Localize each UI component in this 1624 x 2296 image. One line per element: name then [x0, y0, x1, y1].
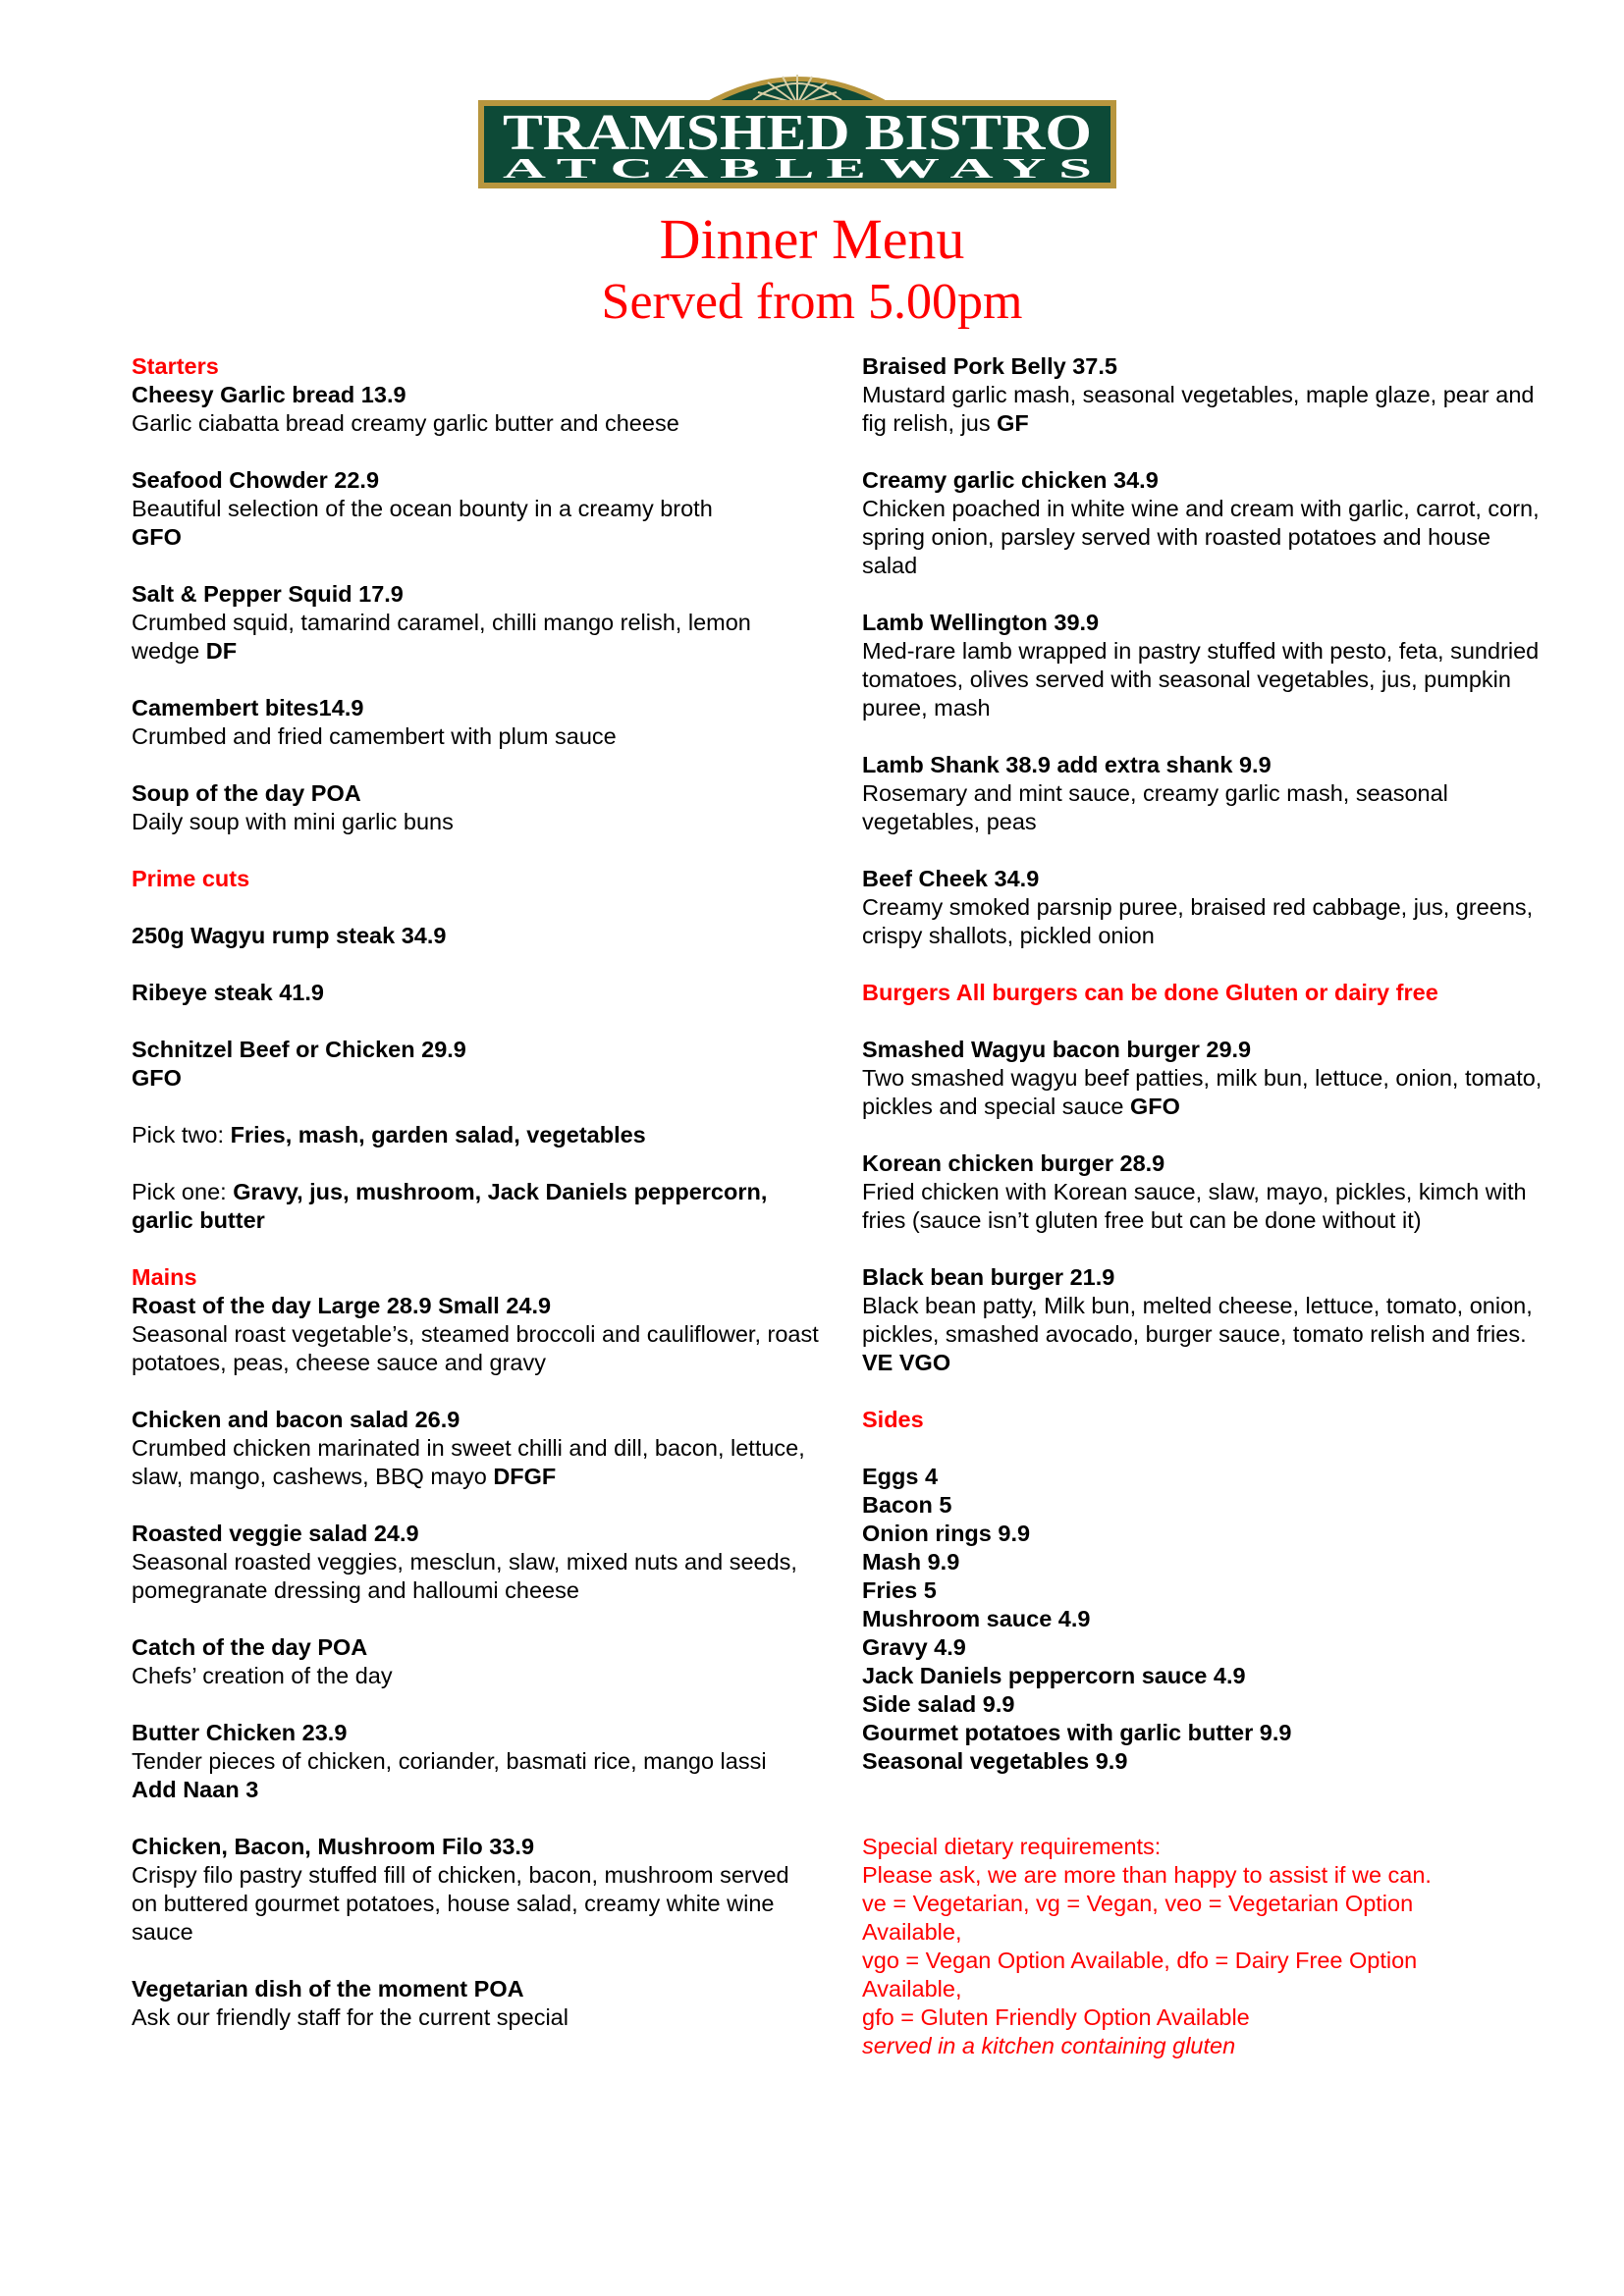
item-name: Black bean burger 21.9 — [862, 1264, 1115, 1290]
item-desc: Garlic ciabatta bread creamy garlic butter and cheese — [132, 410, 679, 436]
menu-item — [862, 609, 1549, 722]
restaurant-logo — [478, 61, 1116, 188]
menu-item — [862, 352, 1549, 438]
item-name: Roast of the day Large 28.9 Small 24.9 — [132, 1293, 552, 1318]
item-name: Creamy garlic chicken 34.9 — [862, 467, 1159, 493]
item-tag: GFO — [1130, 1094, 1180, 1119]
left-column — [132, 352, 819, 2032]
pick-two-label: Pick two: — [132, 1122, 231, 1148]
menu-item — [132, 580, 819, 666]
page-title: Dinner Menu — [659, 207, 965, 271]
side-item: Side salad 9.9 — [862, 1691, 1015, 1717]
item-desc-wrap — [862, 1064, 1549, 1121]
page-subtitle: Served from 5.00pm — [601, 274, 1023, 330]
item-name: Braised Pork Belly 37.5 — [862, 353, 1117, 379]
side-item: Mash 9.9 — [862, 1549, 960, 1575]
item-name: Salt & Pepper Squid 17.9 — [132, 581, 404, 607]
menu-item — [132, 1292, 819, 1377]
menu-item — [132, 381, 819, 438]
item-name: Schnitzel Beef or Chicken 29.9 — [132, 1037, 466, 1062]
item-desc: Crumbed squid, tamarind caramel, chilli mango relish, lemon wedge — [132, 610, 751, 664]
item-tag: GF — [997, 410, 1029, 436]
menu-item — [862, 1149, 1549, 1235]
item-name: Beef Cheek 34.9 — [862, 866, 1040, 891]
item-desc: Crumbed and fried camembert with plum sauce — [132, 723, 617, 749]
item-tag: VE VGO — [862, 1350, 951, 1375]
menu-item — [132, 1406, 819, 1491]
item-tag: DF — [205, 638, 238, 664]
item-desc: Crispy filo pastry stuffed fill of chicken, bacon, mushroom served on buttered gourmet potatoes, house salad, creamy white wine sauce — [132, 1862, 789, 1945]
section-heading-starters: Starters — [132, 353, 219, 379]
item-name: Lamb Shank 38.9 add extra shank 9.9 — [862, 752, 1272, 777]
side-item: Fries 5 — [862, 1577, 937, 1603]
menu-item — [132, 1036, 819, 1093]
dietary-line: ve = Vegetarian, vg = Vegan, veo = Vegetarian Option Available, — [862, 1891, 1414, 1945]
item-desc-wrap — [132, 609, 819, 666]
pick-one-label: Pick one: — [132, 1179, 234, 1204]
pick-one-line — [132, 1178, 819, 1235]
item-name: Camembert bites14.9 — [132, 695, 364, 721]
right-column — [862, 352, 1549, 2060]
item-name: 250g Wagyu rump steak 34.9 — [132, 923, 447, 948]
item-desc: Beautiful selection of the ocean bounty in a creamy broth — [132, 496, 713, 521]
menu-item — [132, 466, 819, 552]
menu-item — [862, 1263, 1549, 1377]
section-heading-mains: Mains — [132, 1264, 197, 1290]
item-tag: DFGF — [493, 1464, 557, 1489]
menu-header — [0, 208, 1624, 334]
side-item: Eggs 4 — [862, 1464, 939, 1489]
menu-item — [132, 779, 819, 836]
menu-item — [132, 1833, 819, 1947]
item-name: Roasted veggie salad 24.9 — [132, 1521, 419, 1546]
logo-line2: A T C A B L E W A Y S — [503, 154, 1092, 185]
menu-item — [862, 466, 1549, 580]
item-name: Soup of the day POA — [132, 780, 361, 806]
menu-item — [862, 751, 1549, 836]
item-desc: Black bean patty, Milk bun, melted cheese, lettuce, tomato, onion, pickles, smashed avocado, burger sauce, tomato relish and fries. — [862, 1293, 1533, 1347]
item-name: Vegetarian dish of the moment POA — [132, 1976, 524, 2002]
sides-list — [862, 1463, 1549, 1776]
dietary-line: Please ask, we are more than happy to assist if we can. — [862, 1862, 1432, 1888]
item-name: Butter Chicken 23.9 — [132, 1720, 348, 1745]
item-name: Cheesy Garlic bread 13.9 — [132, 382, 406, 407]
item-tag: GFO — [132, 1065, 182, 1091]
item-name: Catch of the day POA — [132, 1634, 368, 1660]
item-name: Ribeye steak 41.9 — [132, 980, 324, 1005]
item-desc: Seasonal roasted veggies, mesclun, slaw, mixed nuts and seeds, pomegranate dressing and halloumi cheese — [132, 1549, 797, 1603]
item-desc: Crumbed chicken marinated in sweet chilli and dill, bacon, lettuce, slaw, mango, cashews, BBQ mayo — [132, 1435, 805, 1489]
item-desc: Daily soup with mini garlic buns — [132, 809, 454, 834]
side-item: Mushroom sauce 4.9 — [862, 1606, 1091, 1631]
menu-item — [132, 1520, 819, 1605]
menu-item — [862, 865, 1549, 950]
dietary-line: vgo = Vegan Option Available, dfo = Dairy Free Option Available, — [862, 1948, 1418, 2002]
side-item: Bacon 5 — [862, 1492, 952, 1518]
item-desc: Fried chicken with Korean sauce, slaw, mayo, pickles, kimch with fries (sauce isn’t gluten free but can be done without it) — [862, 1179, 1527, 1233]
item-desc: Chefs’ creation of the day — [132, 1663, 393, 1688]
item-desc: Chicken poached in white wine and cream with garlic, carrot, corn, spring onion, parsley served with roasted potatoes and house salad — [862, 496, 1540, 578]
side-item: Gravy 4.9 — [862, 1634, 966, 1660]
side-item: Gourmet potatoes with garlic butter 9.9 — [862, 1720, 1292, 1745]
item-desc: Mustard garlic mash, seasonal vegetables, maple glaze, pear and fig relish, jus — [862, 382, 1535, 436]
side-item: Onion rings 9.9 — [862, 1521, 1031, 1546]
item-desc: Med-rare lamb wrapped in pastry stuffed with pesto, feta, sundried tomatoes, olives served with seasonal vegetables, jus, pumpkin puree, mash — [862, 638, 1540, 721]
menu-item — [132, 1719, 819, 1804]
section-heading-prime-cuts: Prime cuts — [132, 866, 250, 891]
menu-item — [132, 1975, 819, 2032]
item-name: Korean chicken burger 28.9 — [862, 1150, 1165, 1176]
dietary-heading: Special dietary requirements: — [862, 1834, 1162, 1859]
item-extra: Add Naan 3 — [132, 1777, 259, 1802]
menu-item — [862, 1036, 1549, 1121]
item-desc: Seasonal roast vegetable’s, steamed broccoli and cauliflower, roast potatoes, peas, cheese sauce and gravy — [132, 1321, 819, 1375]
pick-two-line — [132, 1121, 819, 1149]
side-item: Jack Daniels peppercorn sauce 4.9 — [862, 1663, 1246, 1688]
item-name: Chicken and bacon salad 26.9 — [132, 1407, 460, 1432]
item-name: Lamb Wellington 39.9 — [862, 610, 1100, 635]
section-heading-sides: Sides — [862, 1407, 924, 1432]
section-heading-burgers: Burgers All burgers can be done Gluten or dairy free — [862, 980, 1438, 1005]
menu-item — [132, 694, 819, 751]
item-desc-wrap — [862, 381, 1549, 438]
item-desc: Ask our friendly staff for the current special — [132, 2004, 568, 2030]
pick-one-value: Gravy, jus, mushroom, Jack Daniels peppercorn, garlic butter — [132, 1179, 768, 1233]
item-tag: GFO — [132, 524, 182, 550]
dietary-line: gfo = Gluten Friendly Option Available — [862, 2004, 1250, 2030]
menu-item — [132, 1633, 819, 1690]
logo-line1: TRAMSHED BISTRO — [503, 105, 1092, 161]
item-desc-wrap — [862, 1292, 1549, 1377]
item-desc: Creamy smoked parsnip puree, braised red cabbage, jus, greens, crispy shallots, pickled onion — [862, 894, 1534, 948]
item-name: Smashed Wagyu bacon burger 29.9 — [862, 1037, 1252, 1062]
gluten-note: served in a kitchen containing gluten — [862, 2033, 1236, 2058]
item-name: Chicken, Bacon, Mushroom Filo 33.9 — [132, 1834, 535, 1859]
item-desc: Two smashed wagyu beef patties, milk bun, lettuce, onion, tomato, pickles and special sauce — [862, 1065, 1543, 1119]
item-name: Seafood Chowder 22.9 — [132, 467, 380, 493]
item-desc-wrap — [132, 1434, 819, 1491]
side-item: Seasonal vegetables 9.9 — [862, 1748, 1128, 1774]
item-desc: Rosemary and mint sauce, creamy garlic mash, seasonal vegetables, peas — [862, 780, 1448, 834]
pick-two-value: Fries, mash, garden salad, vegetables — [230, 1122, 646, 1148]
item-desc: Tender pieces of chicken, coriander, basmati rice, mango lassi — [132, 1748, 767, 1774]
dietary-notice — [862, 1833, 1549, 2060]
